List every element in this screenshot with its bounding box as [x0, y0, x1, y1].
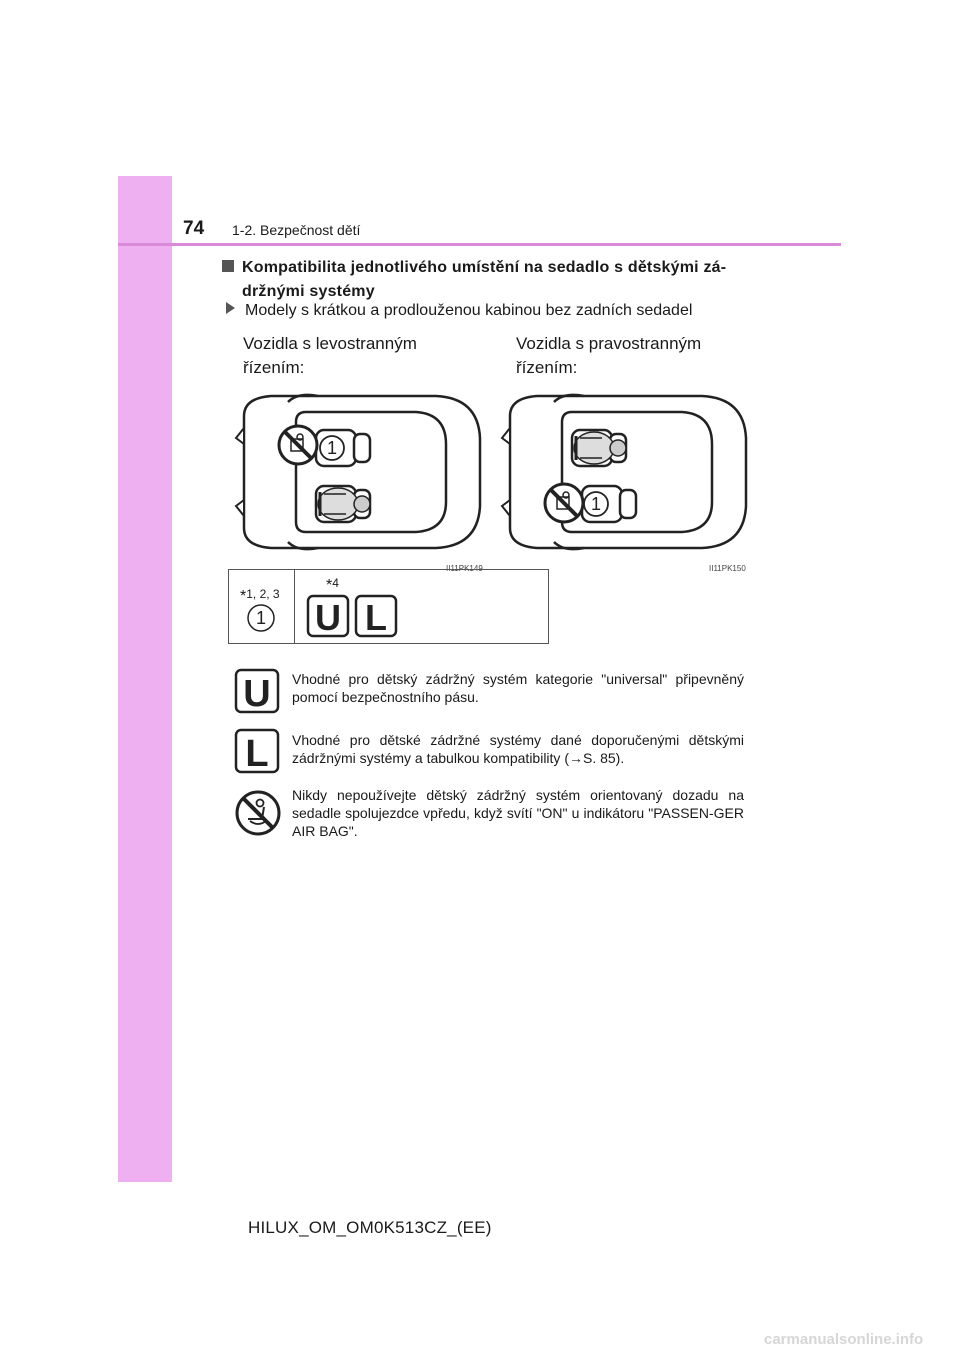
- document-code-footer: HILUX_OM_OM0K513CZ_(EE): [248, 1218, 492, 1237]
- figure-code-left: II11PK149: [446, 564, 483, 573]
- subheading: [226, 302, 692, 320]
- figure-code-right: II11PK150: [709, 564, 746, 573]
- car-right-hand-drive: [502, 395, 746, 549]
- l-icon-letter: L: [245, 733, 269, 774]
- section-title: 1-2. Bezpečnost dětí: [232, 222, 361, 238]
- car-seating-diagrams: [226, 388, 751, 564]
- caption-right-line-2: řízením:: [516, 358, 578, 377]
- caption-left-line-2: řízením:: [243, 358, 305, 377]
- legend-text-warning: Nikdy nepoužívejte dětský zádržný systém orientovaný dozadu na sedadle spolujezdce vpředu, když svítí "ON" u indikátoru "PASSEN-GER AIR BAG".: [292, 787, 744, 839]
- legend-text-recommended: Vhodné pro dětské zádržné systémy dané doporučenými dětskými zádržnými systémy a tabulkou kompatibility (→S. 85).: [292, 732, 744, 766]
- car-left-hand-drive: [236, 395, 480, 549]
- l-category-icon: [234, 728, 280, 774]
- header-divider: [118, 243, 841, 246]
- caption-left-line-1: Vozidla s levostranným: [243, 334, 417, 353]
- square-bullet-icon: [222, 260, 234, 272]
- triangle-bullet-icon: [226, 302, 235, 314]
- asterisk: *: [326, 577, 333, 594]
- note-numbers: 1, 2, 3: [246, 587, 280, 601]
- seat-number-text: 1: [255, 608, 267, 628]
- legend-text-universal: Vhodné pro dětský zádržný systém kategorie "universal" připevněný pomocí bezpečnostního pásu.: [292, 671, 744, 705]
- u-icon-letter: U: [243, 673, 271, 714]
- seat-number-label: 1: [326, 438, 338, 458]
- u-l-category-icons: [306, 594, 402, 638]
- compatibility-table: [228, 569, 549, 644]
- note-number: 4: [332, 576, 339, 590]
- seat-number-label: 1: [590, 494, 602, 514]
- u-category-icon: [234, 668, 280, 714]
- caption-right-line-1: Vozidla s pravostranným: [516, 334, 702, 353]
- u-letter: U: [315, 597, 341, 638]
- l-letter: L: [365, 597, 387, 638]
- chapter-sidebar-tab: [118, 176, 172, 1182]
- asterisk: *: [240, 588, 247, 605]
- table-divider: [294, 570, 295, 643]
- heading-line-1: Kompatibilita jednotlivého umístění na sedadlo s dětskými zá-: [242, 259, 727, 276]
- caption-left-hand-drive: [243, 332, 417, 380]
- page-number: 74: [183, 218, 205, 239]
- section-heading: [222, 256, 762, 304]
- subheading-text: Modely s krátkou a prodlouženou kabinou bez zadních sedadel: [245, 302, 693, 319]
- no-rear-facing-seat-icon: [234, 789, 282, 837]
- watermark: carmanualsonline.info: [764, 1331, 924, 1348]
- heading-line-2: držnými systémy: [242, 283, 375, 300]
- caption-right-hand-drive: [516, 332, 701, 380]
- seat-number-1-icon: [245, 602, 277, 634]
- table-note-right: [326, 576, 339, 595]
